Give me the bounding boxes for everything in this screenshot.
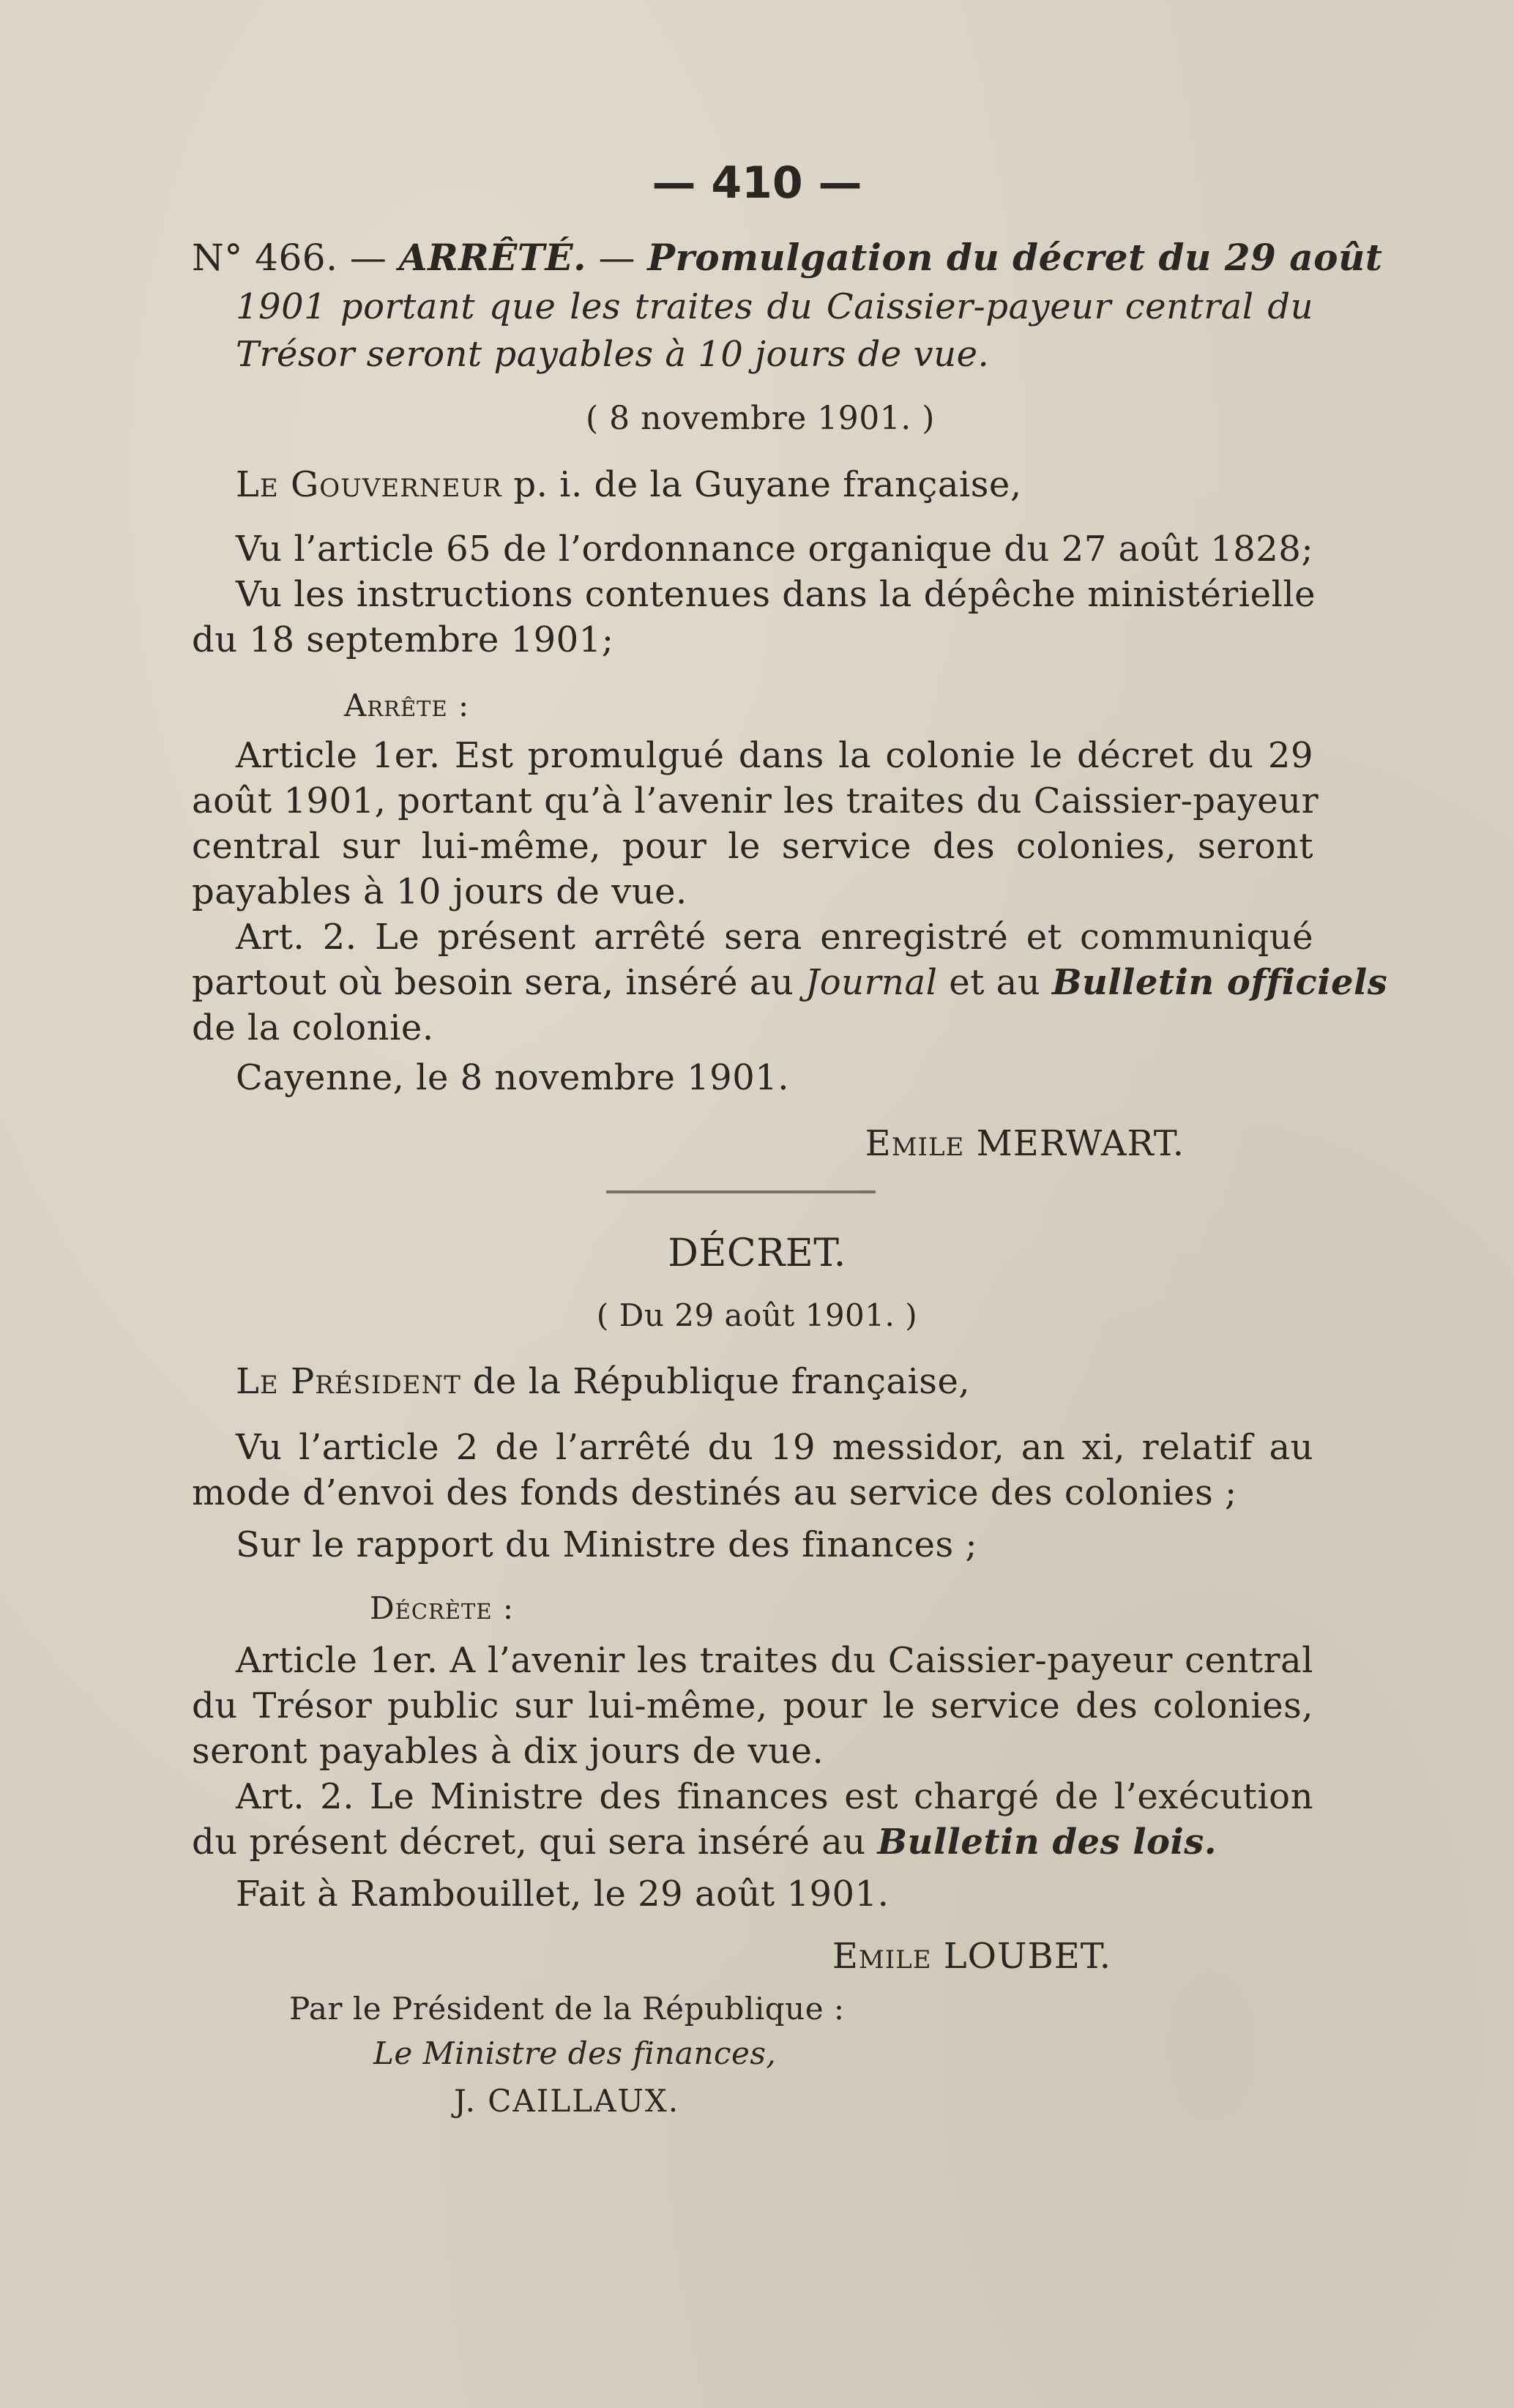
arrete-heading: Arrête :: [344, 687, 470, 723]
decret-art2-line-2: [192, 1819, 1217, 1865]
decret-visa-2: Sur le rapport du Ministre des finances ;: [236, 1524, 978, 1565]
arrete-title-line-3: Trésor seront payables à 10 jours de vue.: [236, 334, 990, 375]
arrete-issuer-title: Le Gouverneur: [236, 464, 502, 505]
arrete-dash-2: —: [598, 236, 635, 279]
arrete-signature: Emile MERWART.: [865, 1123, 1185, 1164]
arrete-number: N° 466.: [192, 236, 338, 279]
arrete-visa-1: Vu l’article 65 de l’ordonnance organique du 27 août 1828;: [236, 529, 1313, 570]
page-number: — 410 —: [652, 157, 862, 209]
arrete-visa-2a: Vu les instructions contenues dans la dépêche ministérielle: [236, 574, 1316, 615]
arrete-art2-text-b: et au: [949, 962, 1041, 1003]
decret-art1-line-3: seront payables à dix jours de vue.: [192, 1731, 824, 1772]
countersign-line-3: J. CAILLAUX.: [454, 2083, 680, 2119]
decret-place-date: Fait à Rambouillet, le 29 août 1901.: [236, 1874, 890, 1915]
section-divider: [606, 1190, 876, 1193]
arrete-art1-line-1: Article 1er. Est promulgué dans la colonie le décret du 29: [236, 735, 1313, 776]
arrete-title-line-2: 1901 portant que les traites du Caissier-payeur central du: [236, 286, 1313, 327]
arrete-issuer: [236, 461, 1022, 508]
decret-heading: DÉCRET.: [668, 1231, 846, 1275]
decret-art1-line-2: du Trésor public sur lui-même, pour le service des colonies,: [192, 1685, 1313, 1726]
decret-visa-1b: mode d’envoi des fonds destinés au service des colonies ;: [192, 1472, 1237, 1513]
arrete-kind: ARRÊTÉ.: [398, 236, 587, 279]
decret-art2-text-a: du présent décret, qui sera inséré au: [192, 1822, 866, 1863]
decret-visa-1a: Vu l’article 2 de l’arrêté du 19 messidor, an xi, relatif au: [236, 1427, 1313, 1468]
decret-bulletin-ref: Bulletin des lois.: [877, 1822, 1217, 1863]
decret-art1-line-1: Article 1er. A l’avenir les traites du Caissier-payeur central: [236, 1640, 1313, 1681]
countersign-line-1: Par le Président de la République :: [289, 1991, 845, 2027]
arrete-title-line-1: [192, 234, 1383, 281]
arrete-art2-line-2: [192, 959, 1388, 1006]
arrete-art2-line-1: Art. 2. Le présent arrêté sera enregistré et communiqué: [236, 917, 1313, 958]
decret-art2-line-1: Art. 2. Le Ministre des finances est chargé de l’exécution: [236, 1776, 1313, 1817]
arrete-issuer-rest: p. i. de la Guyane française,: [513, 464, 1022, 505]
arrete-art2-line-3: de la colonie.: [192, 1007, 434, 1048]
arrete-title-text-1: Promulgation du décret du 29 août: [647, 236, 1383, 279]
decret-issuer: [236, 1358, 970, 1405]
arrete-date: ( 8 novembre 1901. ): [586, 400, 935, 437]
countersign-line-2: Le Ministre des finances,: [373, 2035, 777, 2071]
decret-issuer-title: Le Président: [236, 1361, 461, 1402]
arrete-journal-ref: Journal: [805, 962, 938, 1003]
decret-issuer-rest: de la République française,: [472, 1361, 971, 1402]
arrete-art1-line-3: central sur lui-même, pour le service des colonies, seront: [192, 826, 1313, 867]
arrete-art1-line-2: août 1901, portant qu’à l’avenir les traites du Caissier-payeur: [192, 780, 1319, 821]
arrete-art2-text-a: partout où besoin sera, inséré au: [192, 962, 794, 1003]
decrete-heading: Décrète :: [370, 1590, 515, 1626]
arrete-place-date: Cayenne, le 8 novembre 1901.: [236, 1057, 790, 1098]
arrete-art1-line-4: payables à 10 jours de vue.: [192, 871, 687, 912]
arrete-dash-1: —: [349, 236, 387, 279]
arrete-bulletin-ref: Bulletin officiels: [1051, 962, 1388, 1003]
decret-date: ( Du 29 août 1901. ): [596, 1297, 918, 1333]
decret-signature: Emile LOUBET.: [832, 1936, 1111, 1977]
arrete-visa-2b: du 18 septembre 1901;: [192, 619, 614, 660]
